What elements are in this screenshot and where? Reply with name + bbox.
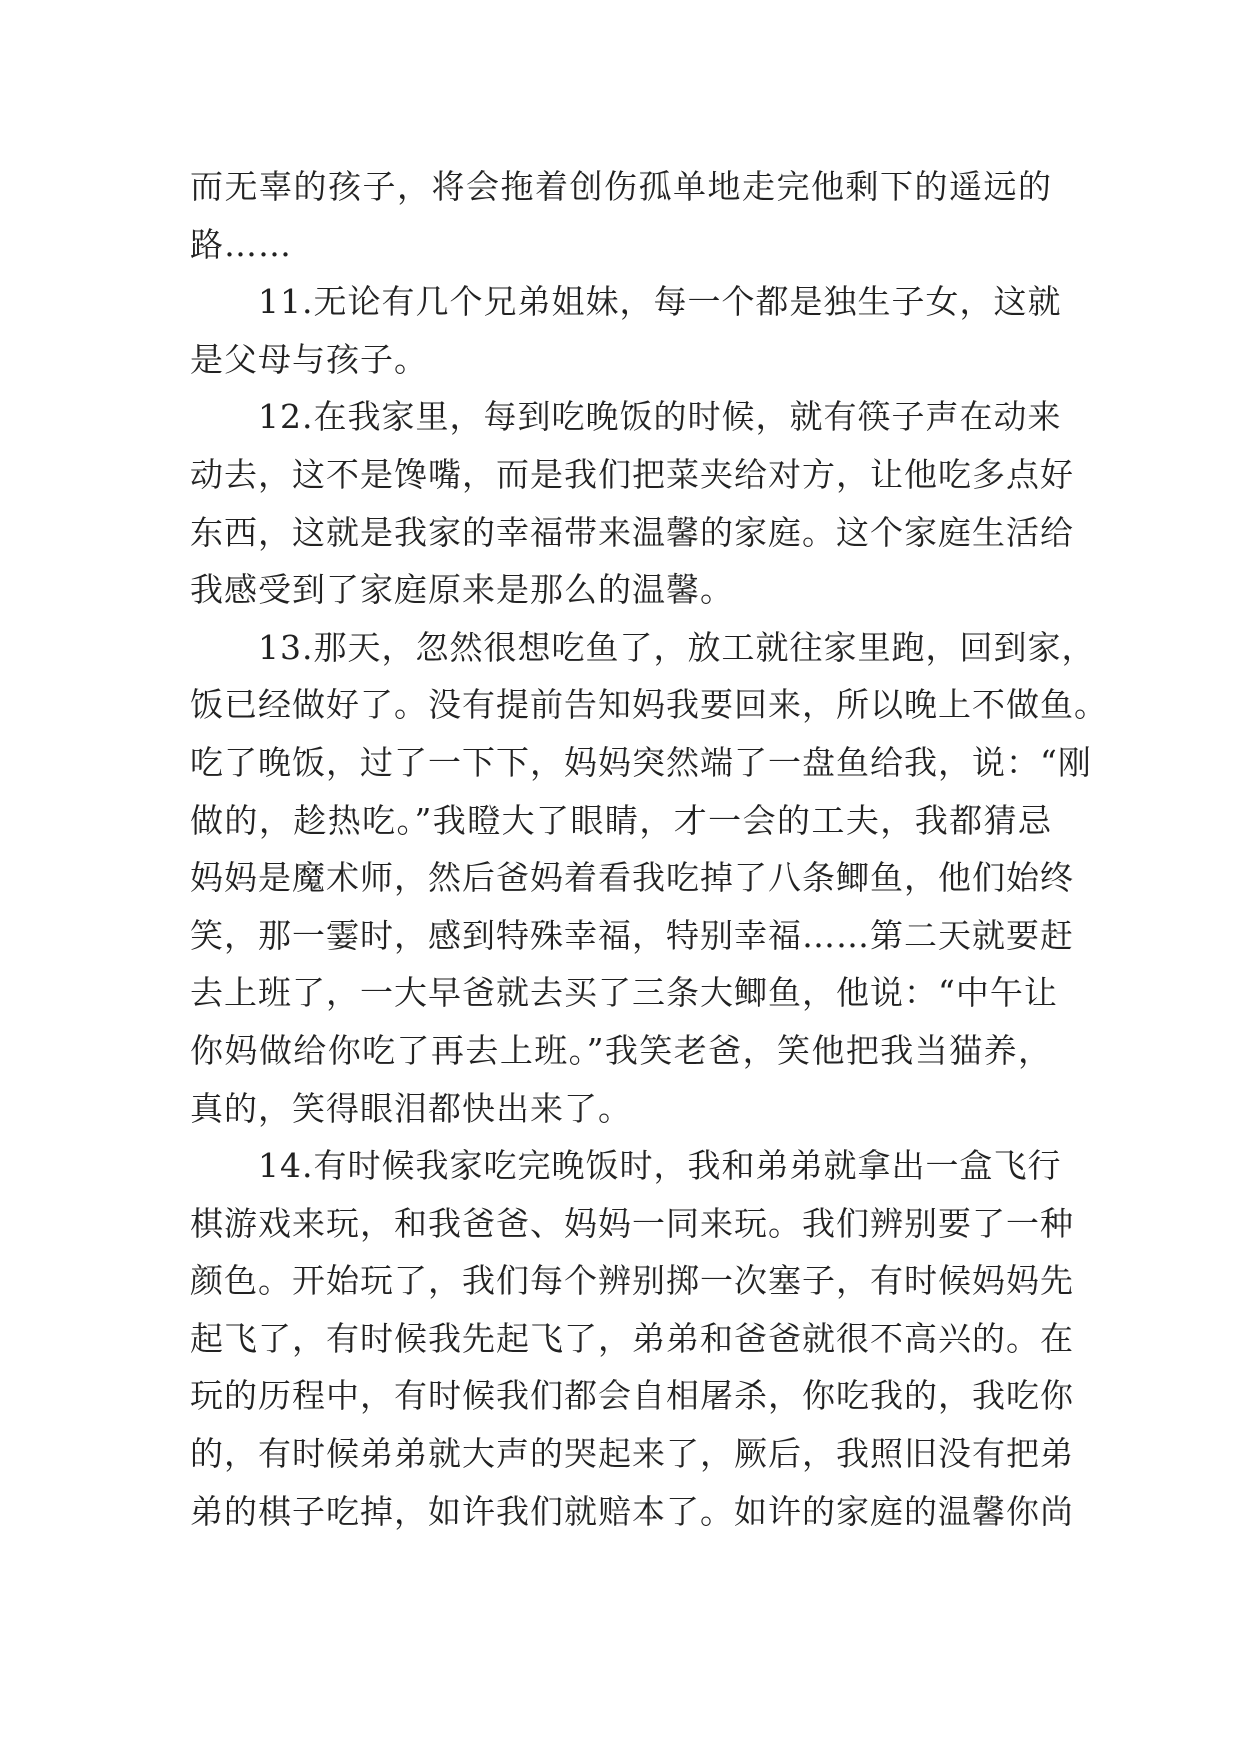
text-line: 的，有时候弟弟就大声的哭起来了，厥后，我照旧没有把弟 — [190, 1434, 1074, 1474]
text-line: 起飞了，有时候我先起飞了，弟弟和爸爸就很不高兴的。在 — [190, 1318, 1074, 1358]
text-line: 笑，那一霎时，感到特殊幸福，特别幸福……第二天就要赶 — [190, 915, 1074, 955]
text-line: 妈妈是魔术师，然后爸妈着看我吃掉了八条鲫鱼，他们始终 — [190, 858, 1074, 898]
text-line: 做的，趁热吃。”我瞪大了眼睛，才一会的工夫，我都猜忌 — [190, 800, 1052, 840]
paragraph-12-line: 12.在我家里，每到吃晚饭的时候，就有筷子声在动来 — [258, 397, 1062, 437]
text-line: 饭已经做好了。没有提前告知妈我要回来，所以晚上不做鱼。 — [190, 685, 1108, 725]
text-line: 而无辜的孩子，将会拖着创伤孤单地走完他剩下的遥远的 — [190, 167, 1052, 206]
text-line: 棋游戏来玩，和我爸爸、妈妈一同来玩。我们辨别要了一种 — [190, 1203, 1074, 1243]
text-line: 东西，这就是我家的幸福带来温馨的家庭。这个家庭生活给 — [190, 512, 1074, 552]
text-line: 动去，这不是馋嘴，而是我们把菜夹给对方，让他吃多点好 — [190, 454, 1074, 494]
text-line: 路…… — [190, 224, 292, 264]
document-body — [190, 158, 1108, 1540]
text-line: 玩的历程中，有时候我们都会自相屠杀，你吃我的，我吃你 — [190, 1376, 1074, 1416]
paragraph-11-line: 11.无论有几个兄弟姐妹，每一个都是独生子女，这就 — [258, 282, 1062, 322]
paragraph-14-line: 14.有时候我家吃完晚饭时，我和弟弟就拿出一盒飞行 — [258, 1146, 1062, 1186]
text-line: 弟的棋子吃掉，如许我们就赔本了。如许的家庭的温馨你尚 — [190, 1491, 1074, 1531]
paragraph-13-line: 13.那天，忽然很想吃鱼了，放工就往家里跑，回到家， — [258, 627, 1096, 667]
text-line: 你妈做给你吃了再去上班。”我笑老爸，笑他把我当猫养， — [190, 1030, 1052, 1070]
text-line: 真的，笑得眼泪都快出来了。 — [190, 1088, 632, 1128]
text-line: 吃了晚饭，过了一下下，妈妈突然端了一盘鱼给我，说：“刚 — [190, 742, 1092, 782]
text-line: 是父母与孩子。 — [190, 339, 428, 379]
text-line: 颜色。开始玩了，我们每个辨别掷一次塞子，有时候妈妈先 — [190, 1261, 1074, 1301]
text-line: 我感受到了家庭原来是那么的温馨。 — [190, 570, 734, 610]
text-line: 去上班了，一大早爸就去买了三条大鲫鱼，他说：“中午让 — [190, 973, 1058, 1013]
